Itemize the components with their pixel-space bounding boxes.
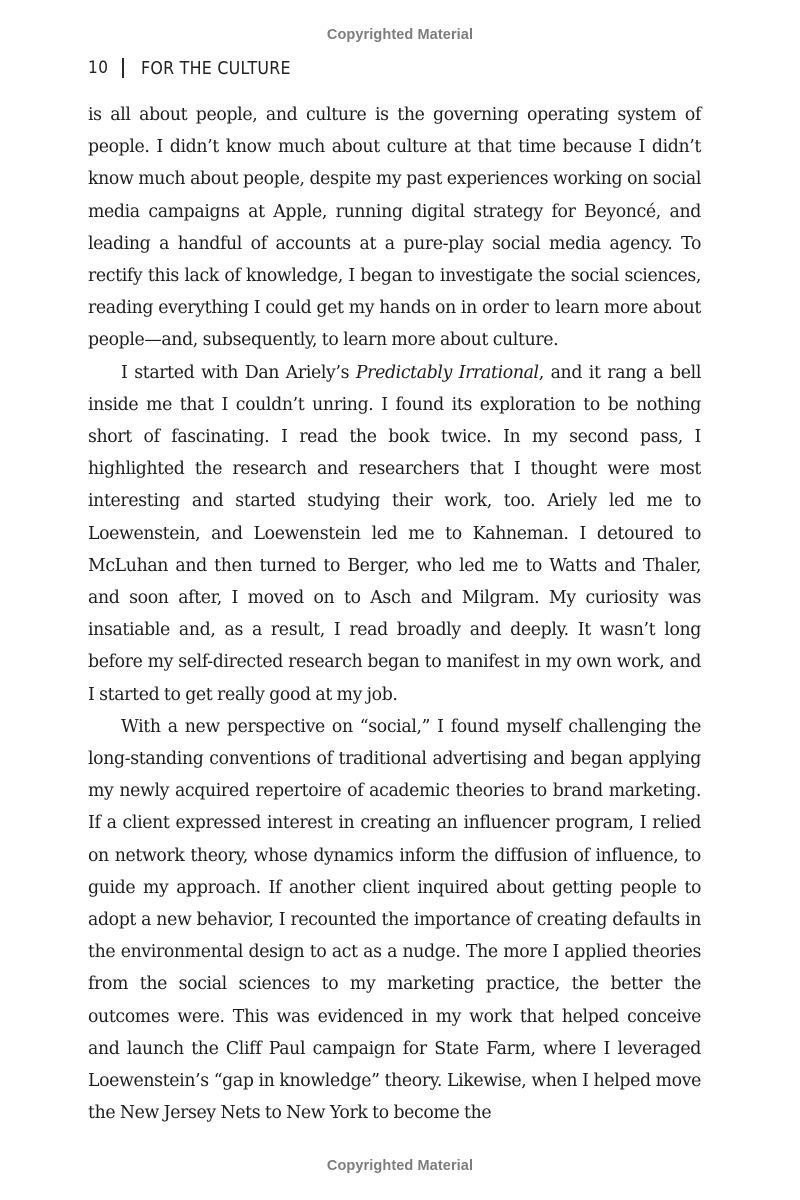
copyright-watermark-bottom: Copyrighted Material [326, 1158, 474, 1174]
header-divider [122, 58, 124, 78]
running-head [88, 55, 312, 81]
paragraph-2-lead: I started with Dan Ariely’s [121, 362, 356, 383]
body-text [88, 99, 701, 1130]
book-title-italic: Predictably Irrational [355, 362, 539, 383]
chapter-title: FOR THE CULTURE [141, 57, 292, 79]
paragraph-2-rest: , and it rang a bell inside me that I couldn’t unring. I found its exploration to be nothing short of fascinating. I read the book twice. In my second pass, I highlighted the research and researchers that I thought were most interesting and started studying their work, too. Ariely led me to Loewenstein, and Loewenstein led me to Kahneman. I detoured to McLuhan and then turned to Berger, who led me to Watts and Thaler, and soon after, I moved on to Asch and Milgram. My curiosity was insatiable and, as a result, I read broadly and deeply. It wasn’t long before my self-directed research began to manifest in my own work, and I started to get really good at my job. [88, 362, 701, 705]
page-number: 10 [88, 58, 109, 78]
paragraph-2 [88, 357, 701, 711]
copyright-watermark-top: Copyrighted Material [326, 27, 474, 43]
paragraph-1: is all about people, and culture is the governing operating system of people. I didn’t know much about culture at that time because I didn’t know much about people, despite my past experiences working on social media campaigns at Apple, running digital strategy for Beyoncé, and leading a handful of accounts at a pure-play social media agency. To rectify this lack of knowledge, I began to investigate the social sciences, reading everything I could get my hands on in order to learn more about people—and, subsequently, to learn more about culture. [88, 105, 701, 351]
paragraph-3: With a new perspective on “social,” I found myself challenging the long-standing conventions of traditional advertising and began applying my newly acquired repertoire of academic theories to brand marketing. If a client expressed interest in creating an influencer program, I relied on network theory, whose dynamics inform the diffusion of influence, to guide my approach. If another client inquired about getting people to adopt a new behavior, I recounted the importance of creating defaults in the environmental design to act as a nudge. The more I applied theories from the social sciences to my marketing practice, the better the outcomes were. This was evidenced in my work that helped conceive and launch the Cliff Paul campaign for State Farm, where I leveraged Loewenstein’s “gap in knowledge” theory. Likewise, when I helped move the New Jersey Nets to New York to become the [88, 716, 701, 1124]
